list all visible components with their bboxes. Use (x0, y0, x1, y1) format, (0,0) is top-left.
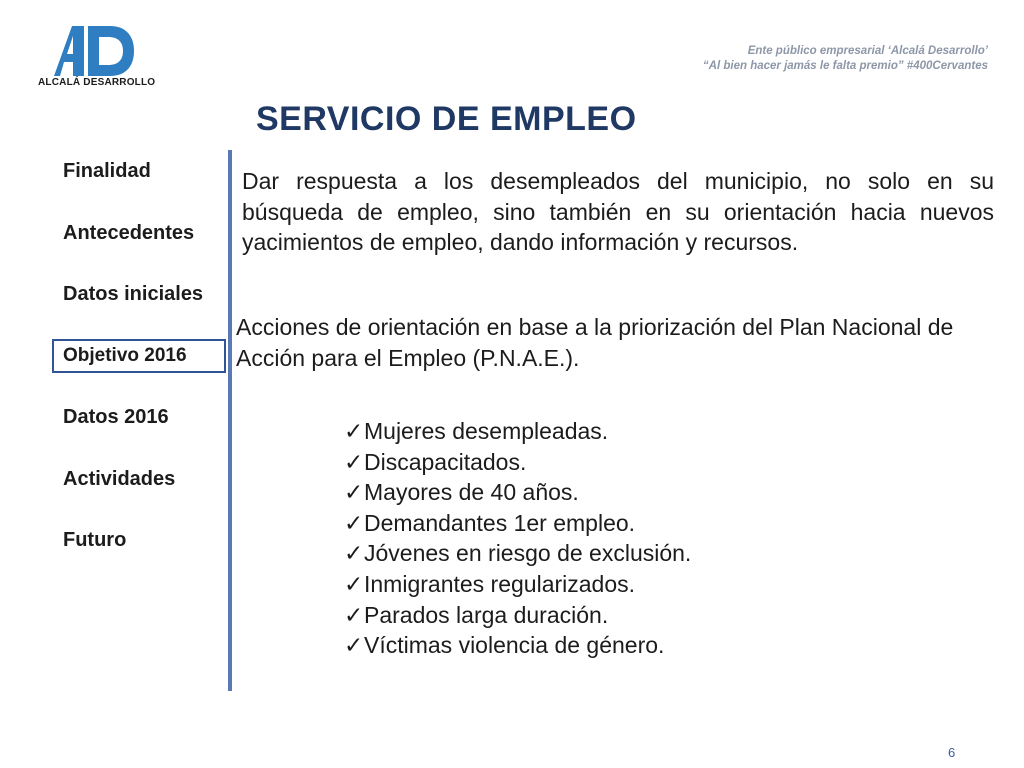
list-item-label: Jóvenes en riesgo de exclusión. (364, 540, 692, 567)
list-item-label: Demandantes 1er empleo. (364, 509, 636, 536)
checkmark-icon: ✓ (344, 632, 364, 659)
nav-item-objetivo-2016[interactable]: Objetivo 2016 (52, 339, 226, 373)
list-item (344, 416, 691, 447)
checkmark-icon: ✓ (344, 418, 364, 444)
nav-item-datos-iniciales[interactable]: Datos iniciales (63, 283, 204, 305)
checkmark-icon: ✓ (344, 570, 364, 597)
list-item (344, 508, 691, 539)
tagline-line-1: Ente público empresarial ‘Alcalá Desarrollo’ (747, 45, 988, 57)
checkmark-icon: ✓ (344, 509, 364, 536)
list-item-label: Mujeres desempleadas. (364, 418, 609, 444)
list-item-label: Inmigrantes regularizados. (364, 570, 636, 597)
list-item (344, 569, 691, 600)
list-item-label: Mayores de 40 años. (364, 479, 579, 506)
logo-text: ALCALÁ DESARROLLO (38, 77, 156, 88)
checkmark-icon: ✓ (344, 601, 364, 628)
list-item (344, 538, 691, 569)
slide-title: SERVICIO DE EMPLEO (256, 100, 637, 138)
nav-item-futuro[interactable]: Futuro (63, 529, 127, 551)
list-item (344, 477, 691, 508)
list-item-label: Víctimas violencia de género. (364, 632, 665, 659)
header-tagline (703, 44, 988, 74)
list-item (344, 630, 691, 661)
checkmark-icon: ✓ (344, 479, 364, 506)
nav-item-finalidad[interactable]: Finalidad (63, 160, 151, 182)
alcala-desarrollo-logo[interactable] (38, 24, 156, 92)
list-item-label: Parados larga duración. (364, 601, 609, 628)
page-number: 6 (948, 745, 956, 760)
nav-item-datos-2016[interactable]: Datos 2016 (63, 406, 169, 428)
list-item (344, 447, 691, 478)
tagline-line-2: “Al bien hacer jamás le falta premio” #400Cervantes (702, 60, 988, 72)
logo-mark-icon (38, 24, 150, 76)
purpose-paragraph: Dar respuesta a los desempleados del municipio, no solo en su búsqueda de empleo, sino también en su orientación hacia nuevos yacimientos de empleo, dando información y recursos. (242, 168, 994, 255)
checkmark-icon: ✓ (344, 540, 364, 567)
list-item-label: Discapacitados. (364, 448, 527, 475)
list-item (344, 600, 691, 631)
actions-paragraph: Acciones de orientación en base a la priorización del Plan Nacional de Acción para el Empleo (P.N.A.E.). (236, 314, 954, 371)
target-groups-list (344, 416, 691, 661)
vertical-divider (228, 150, 232, 691)
nav-item-antecedentes[interactable]: Antecedentes (63, 221, 195, 244)
checkmark-icon: ✓ (344, 448, 364, 475)
section-nav (52, 154, 226, 585)
nav-item-actividades[interactable]: Actividades (63, 467, 176, 490)
